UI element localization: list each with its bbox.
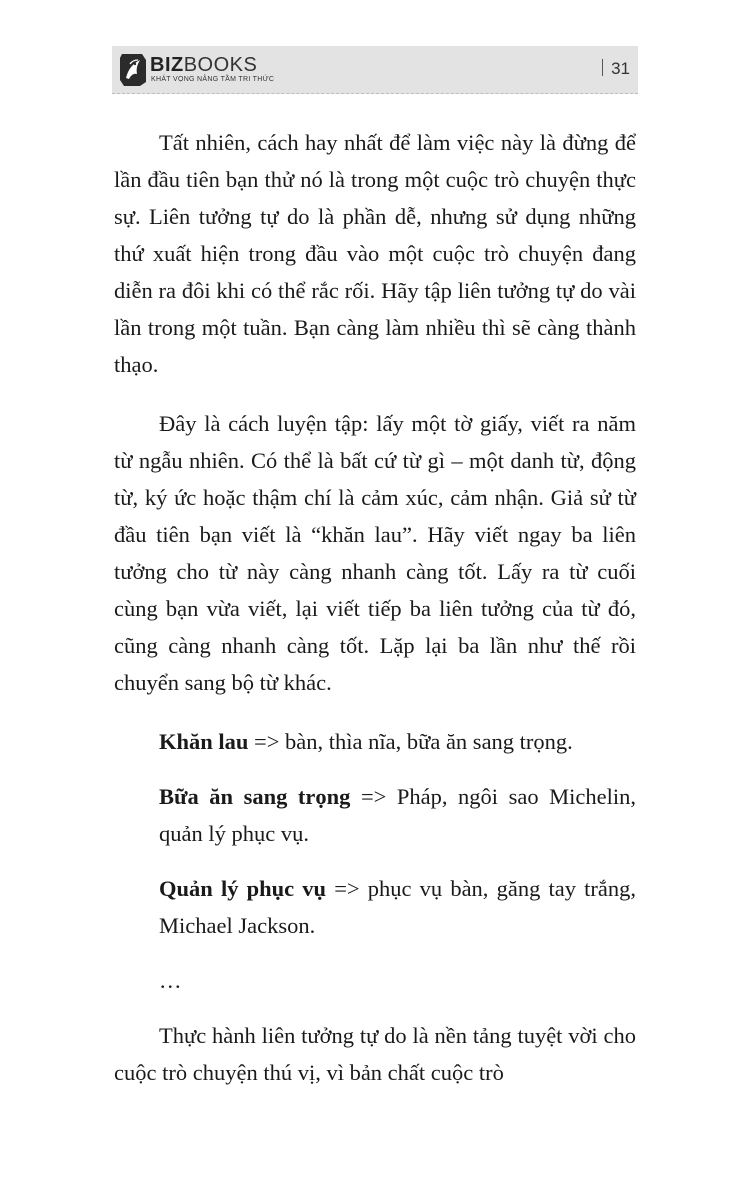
ellipsis: … (159, 968, 182, 993)
page-number-divider (602, 59, 603, 76)
example-associations: => phục vụ bàn, găng tay trắng, Michael Jackson. (159, 876, 636, 938)
logo-tagline: KHÁT VỌNG NÂNG TẦM TRI THỨC (151, 76, 275, 83)
bird-mark-icon (118, 52, 148, 88)
paragraph: Tất nhiên, cách hay nhất để làm việc này là đừng để lần đầu tiên bạn thử nó là trong một cuộc trò chuyện thực sự. Liên tưởng tự do là phần dễ, nhưng sử dụng những thứ xuất hiện trong đầu vào một cuộc trò chuyện đang diễn ra đôi khi có thể rắc rối. Hãy tập liên tưởng tự do vài lần trong một tuần. Bạn càng làm nhiều thì sẽ càng thành thạo. (114, 130, 636, 377)
page-body (114, 124, 636, 1091)
running-header (112, 46, 638, 94)
example-term: Quản lý phục vụ (159, 876, 327, 901)
example-item (114, 870, 636, 944)
logo-wordmark: BIZBOOKS (150, 54, 258, 76)
example-associations: => bàn, thìa nĩa, bữa ăn sang trọng. (248, 729, 573, 754)
example-associations: => Pháp, ngôi sao Michelin, quản lý phục vụ. (159, 784, 636, 846)
page-number-value: 31 (611, 59, 630, 78)
example-item (114, 723, 636, 760)
example-term: Bữa ăn sang trọng (159, 784, 351, 809)
example-term: Khăn lau (159, 729, 249, 754)
example-item (114, 778, 636, 852)
paragraph: Đây là cách luyện tập: lấy một tờ giấy, viết ra năm từ ngẫu nhiên. Có thể là bất cứ từ gì – một danh từ, động từ, ký ức hoặc thậm chí là cảm xúc, cảm nhận. Giả sử từ đầu tiên bạn viết là “khăn lau”. Hãy viết ngay ba liên tưởng cho từ này càng nhanh càng tốt. Lấy ra từ cuối cùng bạn vừa viết, lại viết tiếp ba liên tưởng của từ đó, cũng càng nhanh càng tốt. Lặp lại ba lần như thế rồi chuyển sang bộ từ khác. (114, 411, 636, 695)
page-number (602, 59, 630, 79)
publisher-logo (118, 52, 275, 88)
paragraph: Thực hành liên tưởng tự do là nền tảng tuyệt vời cho cuộc trò chuyện thú vị, vì bản chất cuộc trò (114, 1023, 636, 1085)
